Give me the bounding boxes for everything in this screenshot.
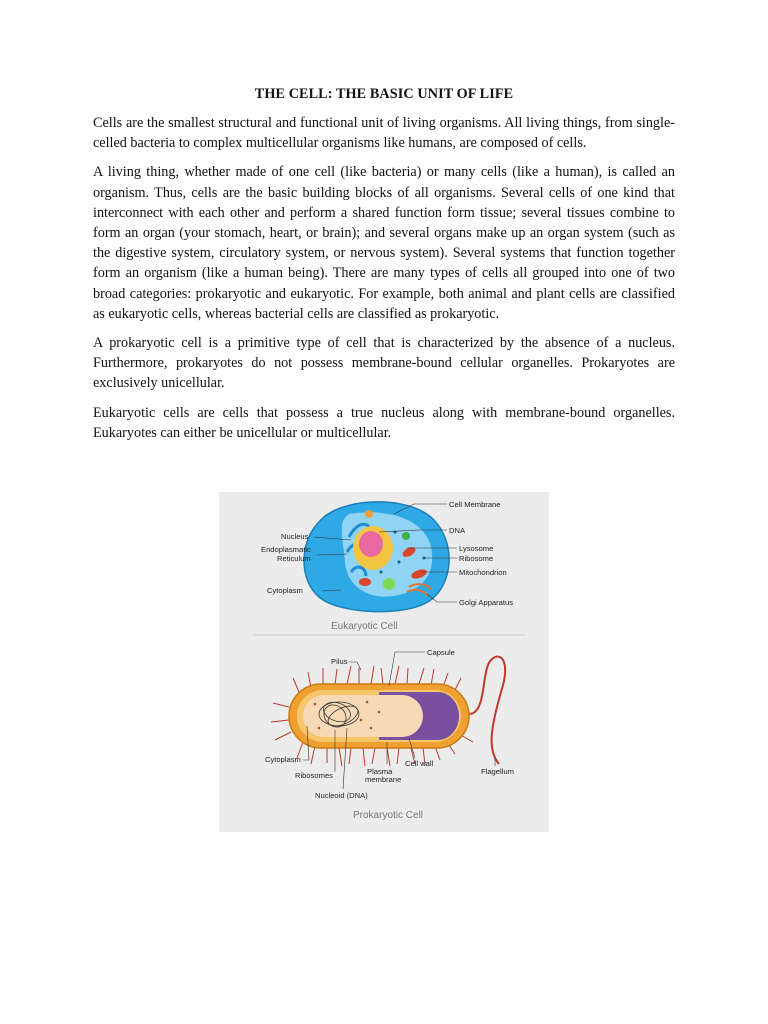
document-title: THE CELL: THE BASIC UNIT OF LIFE [254, 86, 514, 102]
label-nucleus: Nucleus [281, 532, 309, 541]
eukaryotic-cell-illustration [304, 502, 449, 612]
label-mitochondrion: Mitochondrion [459, 568, 507, 577]
paragraph-organism: A living thing, whether made of one cell (like bacteria) or many cells (like a human), is called an organism. Thus, cells are the basic building blocks of all organisms. Several cells of one kind that interconnect with each other and perform a shared function form tissue; several tissues combine to form an organ (your stomach, heart, or brain); and several organs make up an organ system (such as the digestive system, circulatory system, or nervous system). Several systems that function together form an organism (like a human being). There are many types of cells all grouped into one of two broad categories: prokaryotic and eukaryotic. For example, both animal and plant cells are classified as eukaryotic cells, whereas bacterial cells are classified as prokaryotic. [93, 164, 675, 322]
label-lysosome: Lysosome [459, 544, 494, 553]
paragraph-intro: Cells are the smallest structural and functional unit of living organisms. All living things, from single-celled bacteria to complex multicellular organisms like humans, are composed of cells. [93, 115, 675, 152]
label-nucleoid: Nucleoid (DNA) [315, 791, 368, 800]
cell-diagram-svg [219, 492, 549, 832]
label-capsule: Capsule [427, 648, 455, 657]
label-cytoplasm-prokaryotic: Cytoplasm [265, 755, 301, 764]
label-cytoplasm-eukaryotic: Cytoplasm [267, 586, 303, 595]
caption-eukaryotic-cell: Eukaryotic Cell [331, 621, 398, 632]
label-golgi-apparatus: Golgi Apparatus [459, 598, 514, 607]
label-flagellum: Flagellum [481, 767, 514, 776]
label-plasma-line2: membrane [365, 775, 402, 784]
prokaryotic-cell-illustration [271, 657, 505, 766]
label-ribosomes: Ribosomes [295, 771, 333, 780]
cell-diagram-figure [219, 492, 549, 832]
paragraph-eukaryotic: Eukaryotic cells are cells that possess a true nucleus along with membrane-bound organelles. Eukaryotes can either be unicellular or multicellular. [93, 404, 675, 441]
label-cell-membrane: Cell Membrane [449, 500, 501, 509]
caption-prokaryotic-cell: Prokaryotic Cell [353, 810, 424, 821]
label-cell-wall: Cell wall [405, 759, 434, 768]
document-page [93, 86, 675, 452]
label-er-line2: Reticulum [277, 554, 311, 563]
label-ribosome: Ribosome [459, 554, 494, 563]
label-pilus: Pilus [331, 657, 348, 666]
paragraph-prokaryotic: A prokaryotic cell is a primitive type of cell that is characterized by the absence of a nucleus. Furthermore, prokaryotes do not possess membrane-bound cellular organelles. Prokaryotes are exclusively unicellular. [93, 335, 675, 392]
label-dna: DNA [449, 526, 466, 535]
label-plasma-line1: Plasma [367, 767, 393, 776]
label-er-line1: Endoplasmatic [261, 545, 311, 554]
